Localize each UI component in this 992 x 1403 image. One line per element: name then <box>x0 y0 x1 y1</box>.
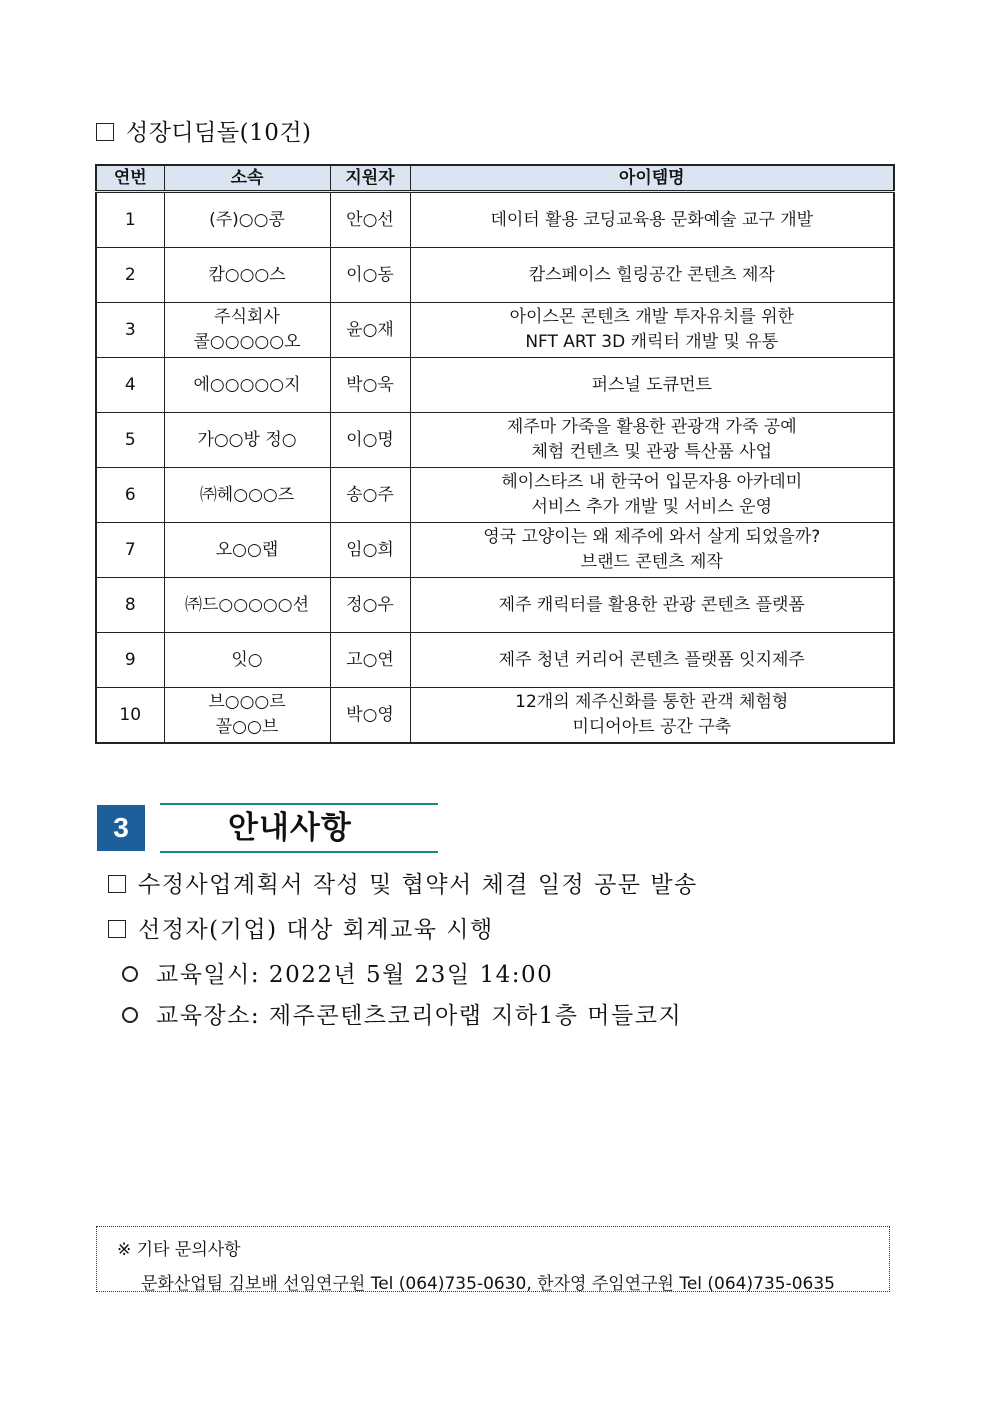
cell-org-line: 꼴○○브 <box>215 717 279 737</box>
cell-org <box>164 192 330 248</box>
table-row <box>96 523 894 578</box>
contact-body: 문화산업팀 김보배 선임연구원 Tel (064)735-0630, 한자영 주임연구원 Tel (064)735-0635 <box>141 1274 835 1294</box>
cell-org <box>164 358 330 413</box>
cell-org <box>164 633 330 688</box>
header-item: 아이템명 <box>410 165 894 192</box>
notice-item <box>108 911 494 944</box>
notice-sub-item-text: 교육일시: 2022년 5월 23일 14:00 <box>156 962 554 988</box>
table-row <box>96 633 894 688</box>
cell-item-line: 미디어아트 공간 구축 <box>572 717 732 737</box>
cell-item <box>410 578 894 633</box>
cell-org-line: 브○○○르 <box>208 692 286 712</box>
table-row <box>96 358 894 413</box>
cell-org-line: 주식회사 <box>214 307 280 327</box>
cell-item <box>410 523 894 578</box>
cell-item <box>410 192 894 248</box>
notice-item-text: 선정자(기업) 대상 회계교육 시행 <box>138 917 494 943</box>
cell-item-line: 체험 컨텐츠 및 관광 특산품 사업 <box>531 442 772 462</box>
table-row <box>96 248 894 303</box>
cell-item <box>410 633 894 688</box>
section-number-badge: 3 <box>97 805 145 851</box>
cell-item-line: 제주마 가죽을 활용한 관광객 가죽 공예 <box>506 417 797 437</box>
cell-item <box>410 688 894 744</box>
checkbox-square-icon <box>108 920 126 938</box>
cell-item-line: 헤이스타즈 내 한국어 입문자용 아카데미 <box>501 472 803 492</box>
cell-no: 4 <box>96 358 164 413</box>
notice-title: 안내사항 <box>160 803 438 853</box>
checkbox-square-icon <box>96 123 114 141</box>
cell-item <box>410 468 894 523</box>
cell-org <box>164 303 330 358</box>
cell-org-line: (주)○○콩 <box>209 209 285 230</box>
notice-item <box>108 866 698 899</box>
cell-org <box>164 413 330 468</box>
cell-item-line: 아이스몬 콘텐츠 개발 투자유치를 위한 <box>509 307 794 327</box>
table-row <box>96 578 894 633</box>
section-heading-text: 성장디딤돌(10건) <box>126 120 312 146</box>
notice-sub-item <box>122 956 553 989</box>
cell-applicant: 이○명 <box>330 413 410 468</box>
cell-applicant: 임○희 <box>330 523 410 578</box>
header-org: 소속 <box>164 165 330 192</box>
cell-no: 2 <box>96 248 164 303</box>
table-row <box>96 688 894 744</box>
cell-no: 9 <box>96 633 164 688</box>
cell-item-line: 영국 고양이는 왜 제주에 와서 살게 되었을까? <box>483 527 821 547</box>
cell-org <box>164 578 330 633</box>
cell-item <box>410 248 894 303</box>
cell-org-line: 콜○○○○○오 <box>193 332 301 352</box>
notice-sub-item-text: 교육장소: 제주콘텐츠코리아랩 지하1층 머들코지 <box>156 1003 683 1029</box>
cell-no: 10 <box>96 688 164 744</box>
header-no: 연번 <box>96 165 164 192</box>
circle-bullet-icon <box>122 966 138 982</box>
notice-sub-item <box>122 997 682 1030</box>
cell-org <box>164 248 330 303</box>
cell-item-line: 데이터 활용 코딩교육용 문화예술 교구 개발 <box>490 209 814 230</box>
table-body <box>96 192 894 744</box>
cell-applicant: 고○연 <box>330 633 410 688</box>
cell-item <box>410 358 894 413</box>
cell-org-line: ㈜헤○○○즈 <box>199 484 295 505</box>
cell-item-line: NFT ART 3D 캐릭터 개발 및 유통 <box>525 332 779 352</box>
cell-org-line: 오○○랩 <box>215 539 279 560</box>
cell-item-line: 제주 캐릭터를 활용한 관광 콘텐츠 플랫폼 <box>498 594 805 615</box>
cell-no: 7 <box>96 523 164 578</box>
cell-item-line: 제주 청년 커리어 콘텐츠 플랫폼 잇지제주 <box>498 649 805 670</box>
cell-no: 5 <box>96 413 164 468</box>
table-row <box>96 413 894 468</box>
contact-box <box>96 1226 890 1292</box>
cell-no: 8 <box>96 578 164 633</box>
cell-applicant: 정○우 <box>330 578 410 633</box>
cell-org <box>164 688 330 744</box>
cell-item-line: 서비스 추가 개발 및 서비스 운영 <box>531 497 772 517</box>
cell-item <box>410 413 894 468</box>
cell-no: 1 <box>96 192 164 248</box>
cell-item-line: 12개의 제주신화를 통한 관객 체험형 <box>515 692 789 712</box>
cell-org-line: 잇○ <box>231 649 263 670</box>
table-row <box>96 192 894 248</box>
cell-applicant: 송○주 <box>330 468 410 523</box>
selection-table <box>95 164 895 744</box>
cell-org-line: 에○○○○○지 <box>193 374 301 395</box>
cell-applicant: 윤○재 <box>330 303 410 358</box>
cell-applicant: 이○동 <box>330 248 410 303</box>
cell-org <box>164 468 330 523</box>
table-header-row <box>96 165 894 192</box>
cell-no: 3 <box>96 303 164 358</box>
table-row <box>96 303 894 358</box>
cell-applicant: 안○선 <box>330 192 410 248</box>
cell-org-line: ㈜드○○○○○션 <box>184 594 309 615</box>
cell-applicant: 박○욱 <box>330 358 410 413</box>
cell-org-line: 가○○방 정○ <box>197 429 297 450</box>
cell-applicant: 박○영 <box>330 688 410 744</box>
cell-item-line: 퍼스널 도큐먼트 <box>591 374 712 395</box>
section-heading <box>96 114 312 147</box>
cell-item-line: 브랜드 콘텐츠 제작 <box>580 552 723 572</box>
cell-no: 6 <box>96 468 164 523</box>
cell-item <box>410 303 894 358</box>
contact-heading: ※ 기타 문의사항 <box>117 1240 241 1260</box>
circle-bullet-icon <box>122 1007 138 1023</box>
cell-item-line: 캄스페이스 힐링공간 콘텐츠 제작 <box>528 264 775 285</box>
checkbox-square-icon <box>108 875 126 893</box>
table-row <box>96 468 894 523</box>
cell-org <box>164 523 330 578</box>
cell-org-line: 캄○○○스 <box>208 264 286 285</box>
header-applicant: 지원자 <box>330 165 410 192</box>
notice-item-text: 수정사업계획서 작성 및 협약서 체결 일정 공문 발송 <box>138 872 698 898</box>
